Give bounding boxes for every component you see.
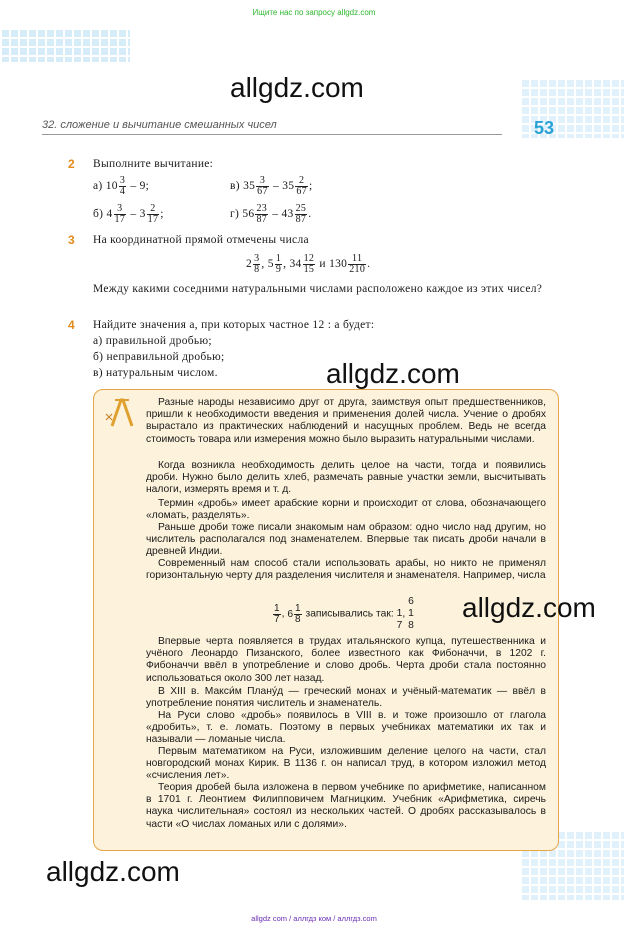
history-paragraph-3: Термин «дробь» имеет арабские корни и происходит от слова, обозначающего «ломать, разделять». bbox=[146, 498, 546, 522]
exercise-4-task: Найдите значения a, при которых частное 12 : a будет: bbox=[93, 319, 375, 331]
watermark: allgdz.com bbox=[230, 72, 364, 103]
history-paragraph-9: Первым математиком на Руси, изложившим деление целого на части, стал новгородский монах Кирик. В 1136 г. он написал труд, в котором изложил метод «счисления лет». bbox=[146, 746, 546, 782]
exercise-2-task: Выполните вычитание: bbox=[93, 158, 214, 170]
exercise-2-number: 2 bbox=[68, 157, 75, 171]
decorative-grid-top bbox=[0, 28, 130, 62]
exercise-4a: а) правильной дробью; bbox=[93, 335, 212, 347]
history-paragraph-1: Разные народы независимо друг от друга, заимствуя опыт предшественников, пришли к необходимости введения и применения долей числа. Учение о дробях вырастало из практических наблюдений и насущных проблем. Ведь не всегда стоимость товара или измерения можно было выразить натуральными числами. bbox=[146, 397, 546, 445]
history-paragraph-6: Впервые черта появляется в трудах итальянского купца, путешественника и учёного Леонардо Пизанского, более известного как Фибоначчи, в 1202 г. Фибоначчи ввёл в употребление и слово дробь. Черта дроби стала постоянно использоваться около 300 лет назад. bbox=[146, 636, 546, 684]
bottom-site-links[interactable]: allgdz com / аллгдз ком / аллгдз.com bbox=[251, 914, 377, 923]
exercise-3-task: На координатной прямой отмечены числа bbox=[93, 234, 309, 246]
section-header: 32. сложение и вычитание смешанных чисел bbox=[42, 119, 277, 131]
fraction-example: $\frac{1}{7}$ , 6 $\frac{1}{8}$ записывались так: 1 7 , 6 1 8 bbox=[274, 596, 414, 631]
watermark: allgdz.com bbox=[326, 358, 460, 389]
exercise-2g: г) 56 $\frac{23}{87}$ – 43 $\frac{25}{87}$ . bbox=[230, 203, 312, 225]
exercise-4-number: 4 bbox=[68, 318, 75, 332]
top-site-link[interactable]: Ищите нас по запросу allgdz.com bbox=[252, 8, 376, 17]
history-logo-icon bbox=[104, 396, 140, 430]
exercise-4v: в) натуральным числом. bbox=[93, 367, 218, 379]
exercise-4b: б) неправильной дробью; bbox=[93, 351, 225, 363]
history-paragraph-4: Раньше дроби тоже писали знакомым нам образом: одно число над другим, но числитель располагался под знаменателем. Впервые так писать дроби начали в древней Индии. bbox=[146, 522, 546, 558]
exercise-2v: в) 35 $\frac{3}{67}$ – 35 $\frac{2}{67}$ ; bbox=[230, 175, 313, 197]
header-divider bbox=[42, 134, 502, 135]
history-paragraph-10: Теория дробей была изложена в первом учебнике по арифметике, написанном в 1701 г. Леонтием Филипповичем Магницким. Учебник «Арифметика, сиречь наука числительная» состоял из нескольких частей. О дробях рассказывалось в части «О числах ломаных или с долями». bbox=[146, 782, 546, 830]
history-paragraph-2: Когда возникла необходимость делить целое на части, тогда и появились дроби. Нужно было делить хлеб, размечать равные участки земли, высчитывать налоги, измерять время и т. д. bbox=[146, 460, 546, 496]
history-paragraph-5: Современный нам способ стали использовать арабы, но никто не применял горизонтальную черту для разделения числителя и знаменателя. Например, числа bbox=[146, 558, 546, 582]
exercise-2b: б) 4 $\frac{3}{17}$ – 3 $\frac{2}{17}$ ; bbox=[93, 203, 164, 225]
exercise-3-number: 3 bbox=[68, 233, 75, 247]
exercise-2a: а) 10 $\frac{3}{4}$ – 9; bbox=[93, 175, 150, 197]
history-paragraph-8: На Руси слово «дробь» появилось в VIII в. и тоже произошло от глагола «дробить», т. е. ломать. Поэтому в первых учебниках математики их так и называли — ломаные числа. bbox=[146, 710, 546, 746]
page-number: 53 bbox=[534, 118, 555, 138]
exercise-3-question: Между какими соседними натуральными числами расположено каждое из этих чисел? bbox=[93, 283, 543, 295]
exercise-3-numbers: 2 $\frac{3}{8}$ , 5 $\frac{1}{9}$ , 34 $\frac{12}{15}$ и 130 $\frac{11}{210}$ . bbox=[246, 253, 371, 275]
history-paragraph-7: В XIII в. Макси́м Плану́д — греческий монах и учёный-математик — ввёл в употребление понятия числитель и знаменатель. bbox=[146, 686, 546, 710]
watermark: allgdz.com bbox=[46, 856, 180, 887]
watermark: allgdz.com bbox=[462, 592, 596, 623]
